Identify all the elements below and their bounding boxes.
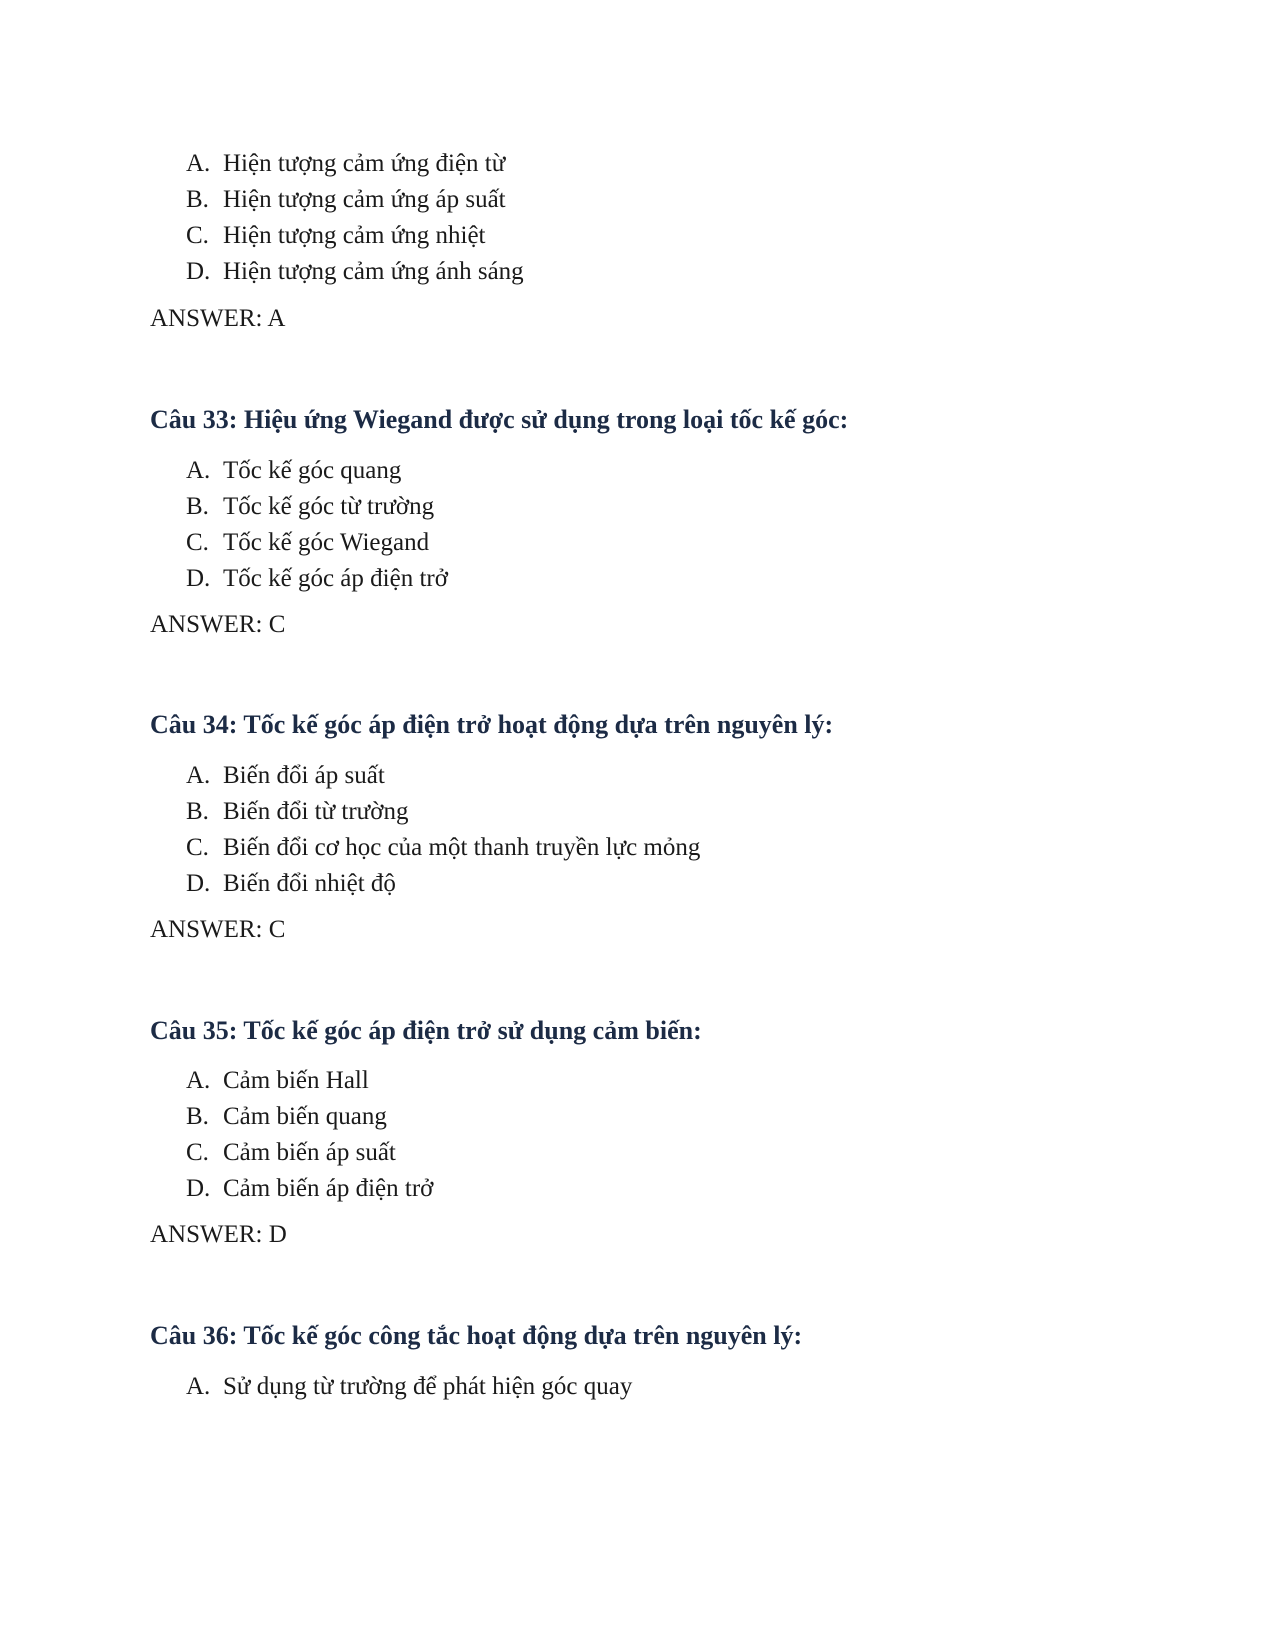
option-letter: A. [186,457,211,484]
option-a [186,453,448,489]
option-letter: B. [186,493,209,520]
option-text: Hiện tượng cảm ứng điện từ [223,150,506,177]
option-a [186,146,524,182]
options-list [186,453,448,597]
option-c [186,1135,433,1171]
option-letter: A. [186,1067,211,1094]
option-c [186,830,700,866]
option-letter: B. [186,186,209,213]
option-letter: C. [186,529,209,556]
option-text: Sử dụng từ trường để phát hiện góc quay [223,1373,633,1400]
option-b [186,489,448,525]
option-b [186,182,524,218]
option-text: Cảm biến quang [223,1103,387,1130]
option-b [186,794,700,830]
answer-line: ANSWER: A [150,305,286,332]
option-d [186,1171,433,1207]
option-text: Cảm biến áp điện trở [223,1175,434,1202]
answer-line: ANSWER: D [150,1221,287,1248]
question-heading: Câu 35: Tốc kế góc áp điện trở sử dụng cảm biến: [150,1016,702,1045]
option-letter: A. [186,150,211,177]
option-letter: D. [186,565,211,592]
option-letter: C. [186,834,209,861]
option-text: Biến đổi áp suất [223,762,385,789]
question-heading: Câu 33: Hiệu ứng Wiegand được sử dụng trong loại tốc kế góc: [150,405,849,434]
options-list [186,1063,433,1207]
option-text: Biến đổi cơ học của một thanh truyền lực mỏng [223,834,701,861]
option-text: Tốc kế góc Wiegand [223,529,430,556]
option-a [186,758,700,794]
option-c [186,525,448,561]
option-c [186,218,524,254]
option-letter: B. [186,1103,209,1130]
option-text: Cảm biến Hall [223,1067,369,1094]
options-list [186,758,700,902]
option-text: Tốc kế góc áp điện trở [223,565,448,592]
option-letter: A. [186,1373,211,1400]
question-heading: Câu 36: Tốc kế góc công tắc hoạt động dựa trên nguyên lý: [150,1321,803,1350]
option-letter: D. [186,870,211,897]
question-heading: Câu 34: Tốc kế góc áp điện trở hoạt động dựa trên nguyên lý: [150,710,834,739]
option-letter: C. [186,222,209,249]
option-text: Cảm biến áp suất [223,1139,396,1166]
option-text: Tốc kế góc từ trường [223,493,435,520]
option-text: Biến đổi nhiệt độ [223,870,396,897]
option-text: Hiện tượng cảm ứng áp suất [223,186,506,213]
option-letter: D. [186,1175,211,1202]
option-a [186,1369,632,1405]
option-b [186,1099,433,1135]
answer-line: ANSWER: C [150,916,286,943]
option-letter: C. [186,1139,209,1166]
option-a [186,1063,433,1099]
option-text: Tốc kế góc quang [223,457,402,484]
options-list [186,1369,632,1405]
option-letter: D. [186,258,211,285]
options-list [186,146,524,290]
option-letter: A. [186,762,211,789]
option-d [186,254,524,290]
option-letter: B. [186,798,209,825]
answer-line: ANSWER: C [150,611,286,638]
option-d [186,561,448,597]
option-text: Hiện tượng cảm ứng nhiệt [223,222,486,249]
option-text: Biến đổi từ trường [223,798,409,825]
option-d [186,866,700,902]
option-text: Hiện tượng cảm ứng ánh sáng [223,258,524,285]
